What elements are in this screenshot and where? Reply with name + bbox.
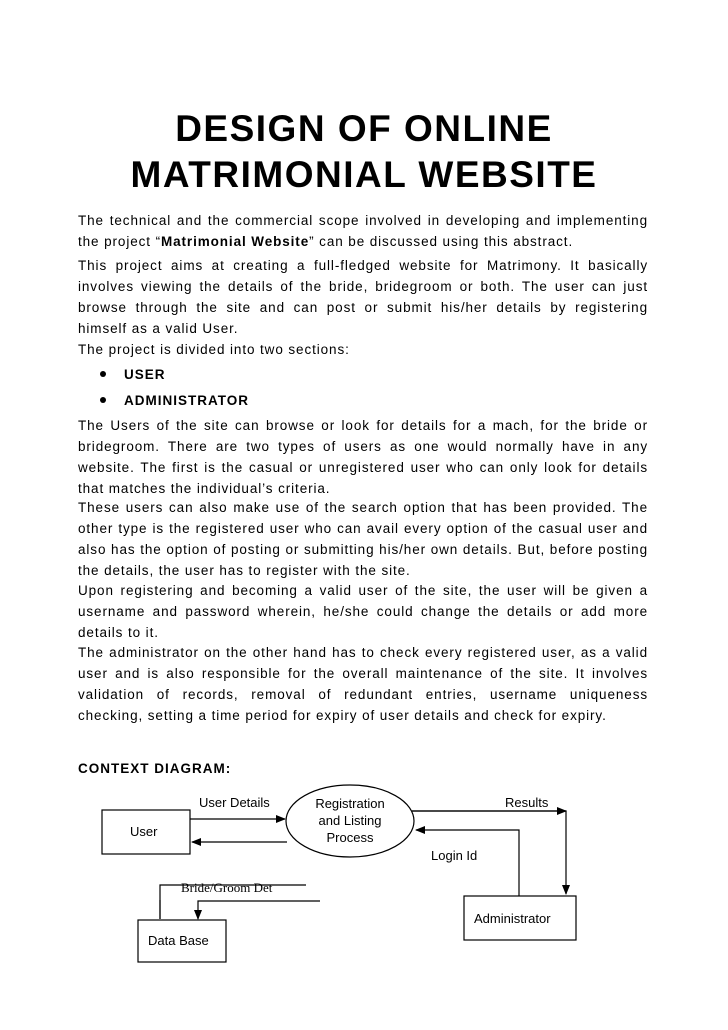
login-id-label: Login Id	[431, 848, 478, 863]
bride-groom-label: Bride/Groom Det	[181, 880, 273, 895]
bride-groom-arrow	[198, 901, 320, 919]
users-paragraph: The Users of the site can browse or look for details for a mach, for the bride or bridegroom. There are two types of users as one would normally have in any website. The first is the casual or unregistered user who can only look for details that matches the individual’s criteria.	[78, 418, 648, 496]
intro-text-before: The technical and the commercial scope involved in developing and implementing the project “	[78, 213, 648, 249]
user-details-label: User Details	[199, 795, 270, 810]
administrator-paragraph: The administrator on the other hand has to check every registered user, as a valid user and is also responsible for the overall maintenance of the site. It involves validation of records, removal of redundant entries, username uniqueness checking, setting a time period for expiry of user details and check for expiry.	[78, 645, 648, 723]
process-label-1: Registration	[315, 796, 385, 811]
title-line-1: DESIGN OF ONLINE	[175, 108, 553, 149]
user-box-label: User	[130, 824, 158, 839]
database-box-label: Data Base	[148, 933, 209, 948]
results-label: Results	[505, 795, 549, 810]
project-name: Matrimonial Website	[160, 234, 310, 249]
registration-paragraph: Upon registering and becoming a valid user of the site, the user will be given a username and password wherein, he/she could change the details or add more details to it.	[78, 583, 648, 640]
intro-text-after: ” can be discussed using this abstract.	[309, 234, 574, 249]
process-label-2: and Listing	[318, 813, 382, 828]
context-diagram-heading: CONTEXT DIAGRAM:	[78, 761, 232, 776]
sections-intro: The project is divided into two sections:	[78, 342, 350, 357]
process-label-3: Process	[326, 830, 374, 845]
section-user: USER	[124, 367, 166, 382]
search-paragraph: These users can also make use of the search option that has been provided. The other type is the registered user who can avail every option of the casual user and also has the option of posting or submitting his/her own details. But, before posting the details, the user has to register with the site.	[78, 500, 648, 578]
title-line-2: MATRIMONIAL WEBSITE	[130, 154, 598, 195]
administrator-box-label: Administrator	[474, 911, 551, 926]
overview-paragraph: This project aims at creating a full-fledged website for Matrimony. It basically involves viewing the details of the bride, bridegroom or both. The user can just browse through the site and can post or submit his/her details by registering himself as a valid User.	[78, 258, 648, 336]
section-administrator: ADMINISTRATOR	[124, 393, 249, 408]
